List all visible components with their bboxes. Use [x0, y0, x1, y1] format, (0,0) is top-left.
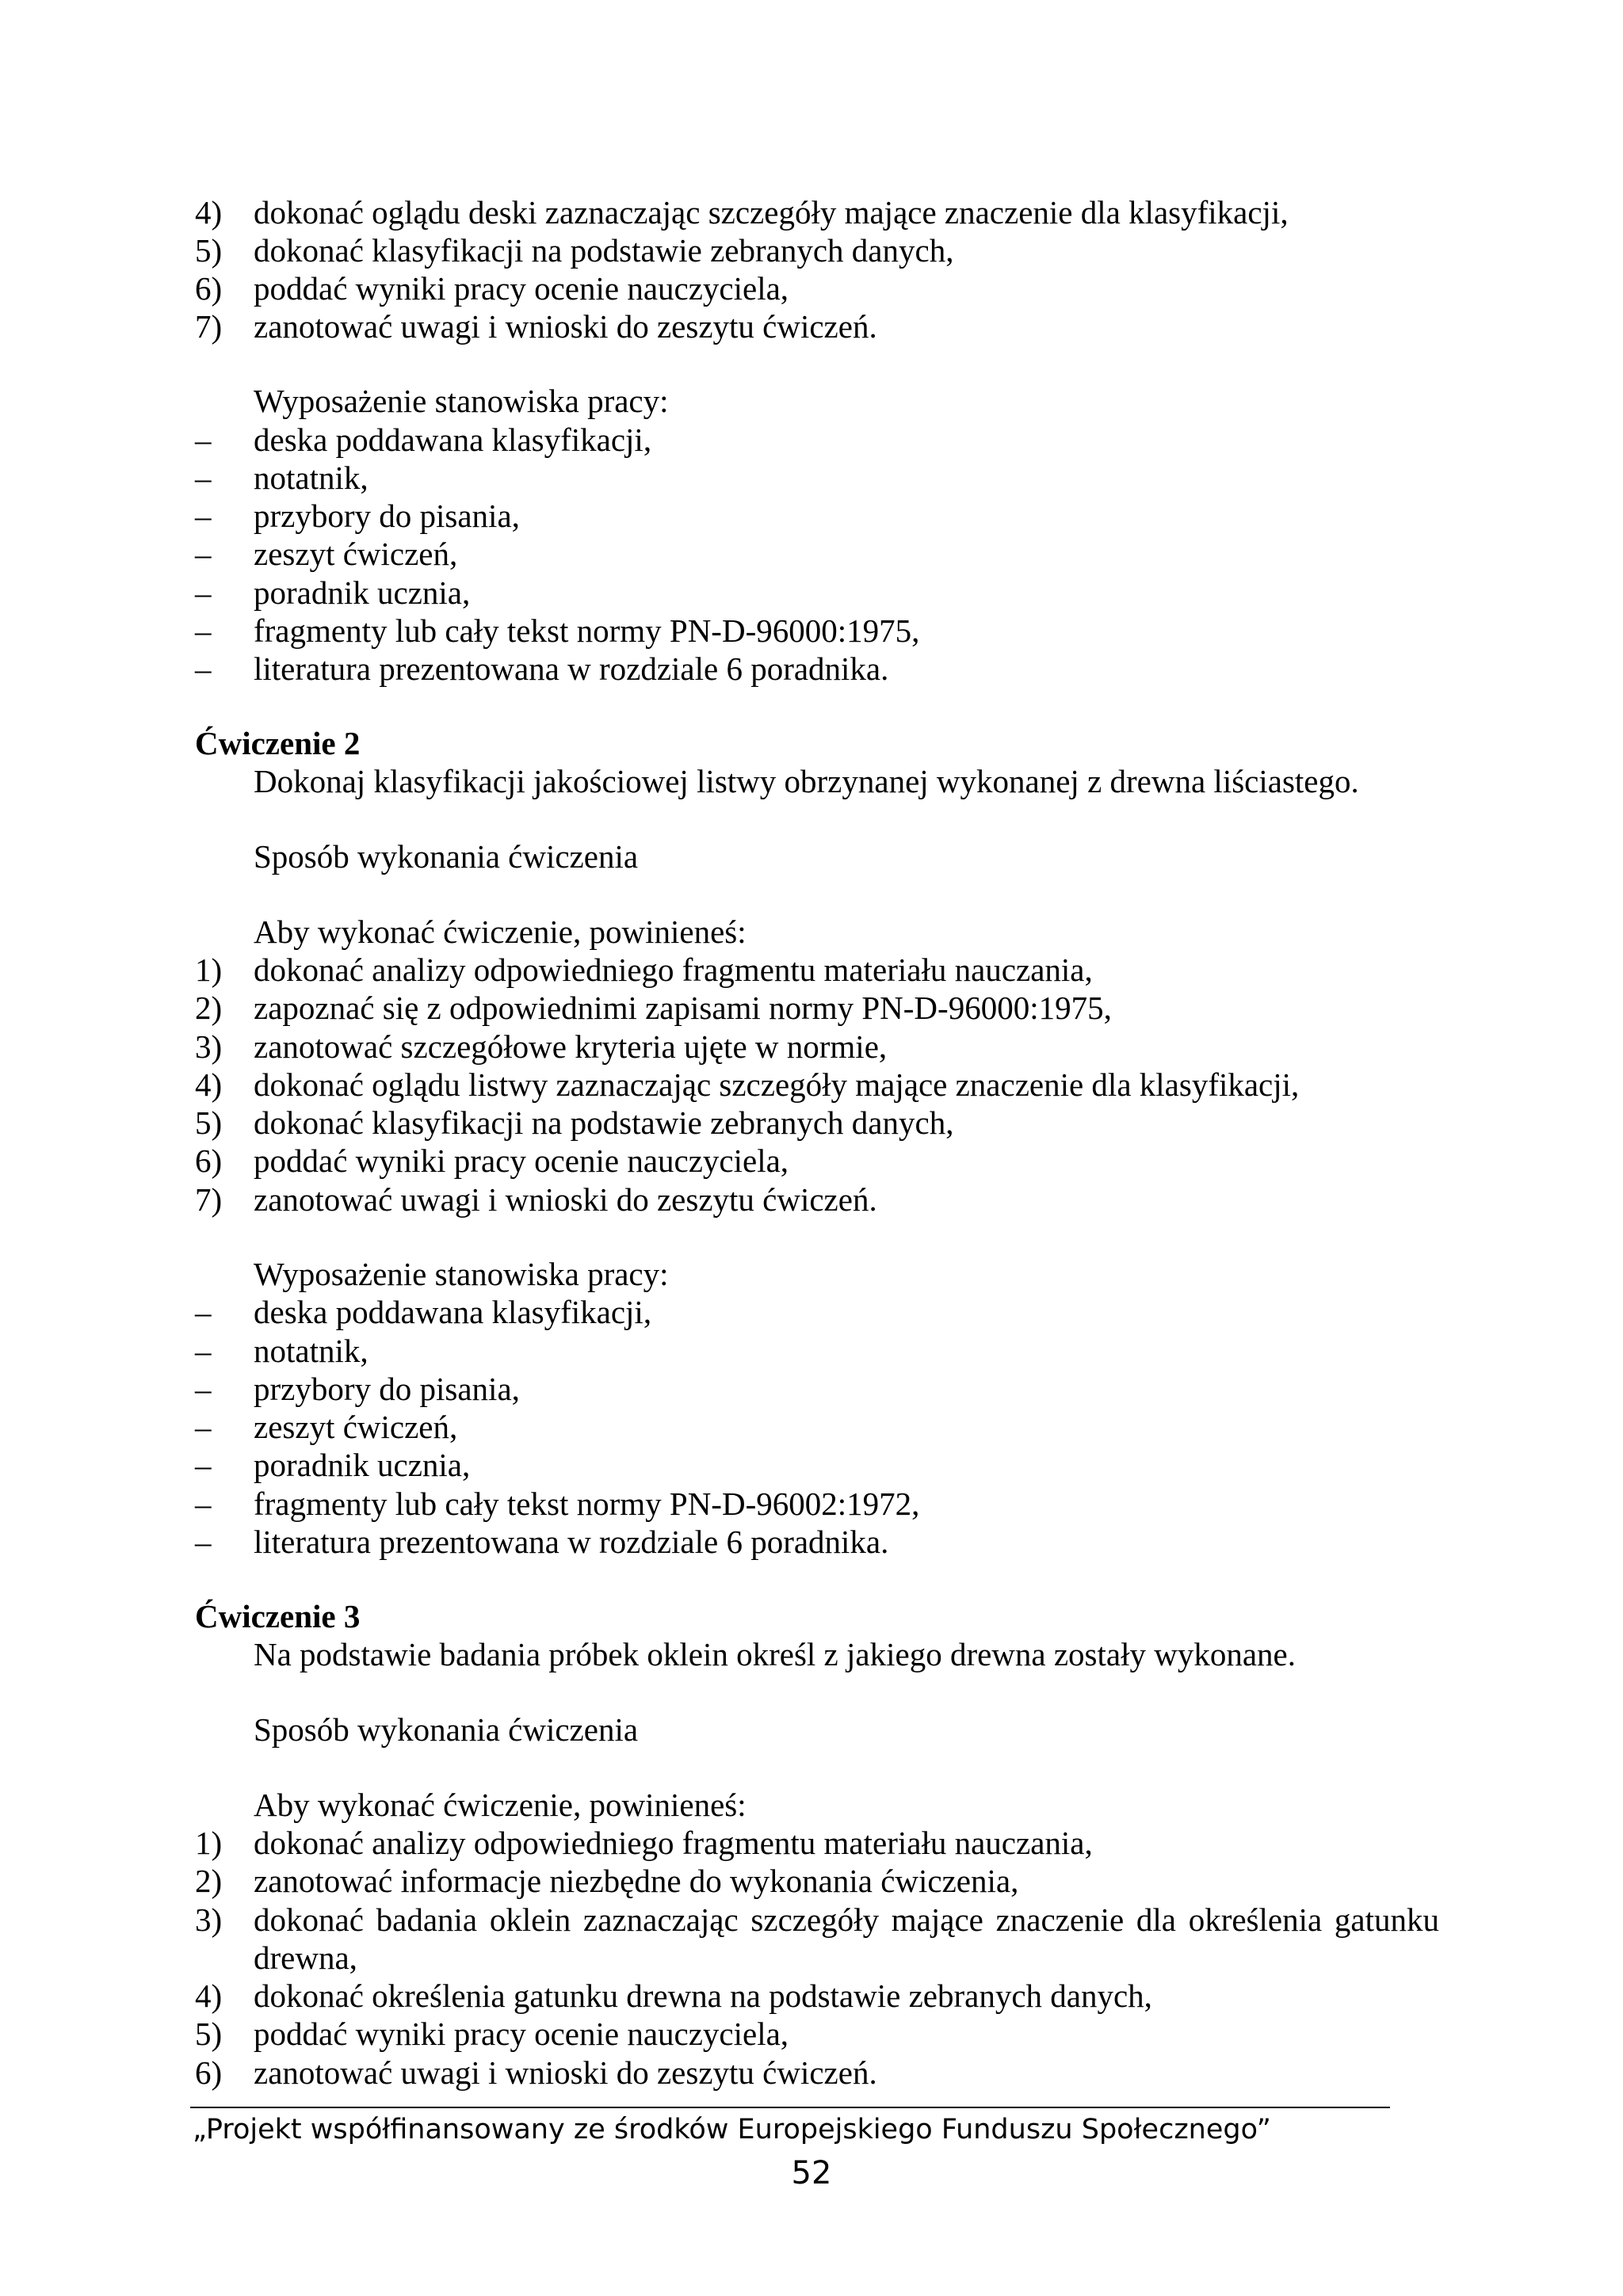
- list-number: 2): [195, 1863, 223, 1899]
- list-item: dokonać określenia gatunku drewna na podstawie zebranych danych,: [254, 1978, 1152, 2014]
- equipment-item: literatura prezentowana w rozdziale 6 poradnika.: [254, 1524, 889, 1560]
- dash-bullet: –: [195, 1447, 212, 1483]
- equipment-item: poradnik ucznia,: [254, 574, 471, 611]
- dash-bullet: –: [195, 460, 212, 496]
- equipment-item: zeszyt ćwiczeń,: [254, 1409, 458, 1445]
- equipment-title: Wyposażenie stanowiska pracy:: [254, 1256, 669, 1292]
- list-number: 4): [195, 194, 223, 231]
- equipment-item: poradnik ucznia,: [254, 1447, 471, 1483]
- exercise-heading: Ćwiczenie 3: [195, 1598, 361, 1634]
- exercise-task: Na podstawie badania próbek oklein określ z jakiego drewna zostały wykonane.: [254, 1636, 1296, 1672]
- list-number: 3): [195, 1901, 223, 1938]
- dash-bullet: –: [195, 650, 212, 687]
- list-number: 5): [195, 2016, 223, 2052]
- list-item: zapoznać się z odpowiednimi zapisami normy PN-D-96000:1975,: [254, 990, 1112, 1026]
- list-number: 5): [195, 232, 223, 269]
- list-item: dokonać analizy odpowiedniego fragmentu materiału nauczania,: [254, 1825, 1093, 1861]
- list-number: 7): [195, 1181, 223, 1218]
- footer-divider: [190, 2107, 1390, 2108]
- dash-bullet: –: [195, 1333, 212, 1369]
- dash-bullet: –: [195, 536, 212, 572]
- list-number: 1): [195, 1825, 223, 1861]
- list-item: dokonać badania oklein zaznaczając szczegóły mające znaczenie dla określenia gatunku: [254, 1901, 1439, 1938]
- list-item: poddać wyniki pracy ocenie nauczyciela,: [254, 2016, 789, 2052]
- list-number: 4): [195, 1978, 223, 2014]
- list-number: 6): [195, 2054, 223, 2091]
- method-title: Sposób wykonania ćwiczenia: [254, 1711, 639, 1748]
- list-number: 3): [195, 1028, 223, 1065]
- list-number: 2): [195, 990, 223, 1026]
- exercise-task: Dokonaj klasyfikacji jakościowej listwy obrzynanej wykonanej z drewna liściastego.: [254, 763, 1359, 799]
- list-item: dokonać oglądu deski zaznaczając szczegóły mające znaczenie dla klasyfikacji,: [254, 194, 1289, 231]
- equipment-title: Wyposażenie stanowiska pracy:: [254, 383, 669, 419]
- dash-bullet: –: [195, 574, 212, 611]
- page-number: 52: [791, 2155, 832, 2191]
- list-item: zanotować uwagi i wnioski do zeszytu ćwiczeń.: [254, 1181, 877, 1218]
- list-item: zanotować informacje niezbędne do wykonania ćwiczenia,: [254, 1863, 1019, 1899]
- list-item: zanotować uwagi i wnioski do zeszytu ćwiczeń.: [254, 2054, 877, 2091]
- dash-bullet: –: [195, 421, 212, 458]
- list-number: 7): [195, 308, 223, 345]
- list-item-continuation: drewna,: [254, 1939, 357, 1976]
- list-number: 6): [195, 1142, 223, 1179]
- dash-bullet: –: [195, 612, 212, 649]
- list-item: poddać wyniki pracy ocenie nauczyciela,: [254, 270, 789, 307]
- exercise-heading: Ćwiczenie 2: [195, 725, 361, 761]
- dash-bullet: –: [195, 1409, 212, 1445]
- list-item: dokonać oglądu listwy zaznaczając szczegóły mające znaczenie dla klasyfikacji,: [254, 1066, 1300, 1103]
- list-item: zanotować uwagi i wnioski do zeszytu ćwiczeń.: [254, 308, 877, 345]
- list-item: dokonać klasyfikacji na podstawie zebranych danych,: [254, 1104, 954, 1141]
- list-item: zanotować szczegółowe kryteria ujęte w normie,: [254, 1028, 888, 1065]
- list-item: dokonać analizy odpowiedniego fragmentu materiału nauczania,: [254, 952, 1093, 988]
- equipment-item: deska poddawana klasyfikacji,: [254, 421, 652, 458]
- equipment-item: fragmenty lub cały tekst normy PN-D-96000:1975,: [254, 612, 920, 649]
- list-number: 6): [195, 270, 223, 307]
- list-item: poddać wyniki pracy ocenie nauczyciela,: [254, 1142, 789, 1179]
- list-item: dokonać klasyfikacji na podstawie zebranych danych,: [254, 232, 954, 269]
- equipment-item: literatura prezentowana w rozdziale 6 poradnika.: [254, 650, 889, 687]
- footer-text: „Projekt współfinansowany ze środków Europejskiego Funduszu Społecznego”: [193, 2114, 1271, 2145]
- list-number: 4): [195, 1066, 223, 1103]
- dash-bullet: –: [195, 1524, 212, 1560]
- equipment-item: notatnik,: [254, 1333, 369, 1369]
- dash-bullet: –: [195, 1371, 212, 1407]
- equipment-item: przybory do pisania,: [254, 498, 520, 534]
- equipment-item: fragmenty lub cały tekst normy PN-D-96002:1972,: [254, 1486, 920, 1522]
- list-number: 1): [195, 952, 223, 988]
- dash-bullet: –: [195, 498, 212, 534]
- dash-bullet: –: [195, 1486, 212, 1522]
- method-title: Sposób wykonania ćwiczenia: [254, 838, 639, 875]
- equipment-item: zeszyt ćwiczeń,: [254, 536, 458, 572]
- equipment-item: deska poddawana klasyfikacji,: [254, 1294, 652, 1330]
- steps-intro: Aby wykonać ćwiczenie, powinieneś:: [254, 913, 747, 950]
- dash-bullet: –: [195, 1294, 212, 1330]
- equipment-item: przybory do pisania,: [254, 1371, 520, 1407]
- list-number: 5): [195, 1104, 223, 1141]
- steps-intro: Aby wykonać ćwiczenie, powinieneś:: [254, 1787, 747, 1823]
- equipment-item: notatnik,: [254, 460, 369, 496]
